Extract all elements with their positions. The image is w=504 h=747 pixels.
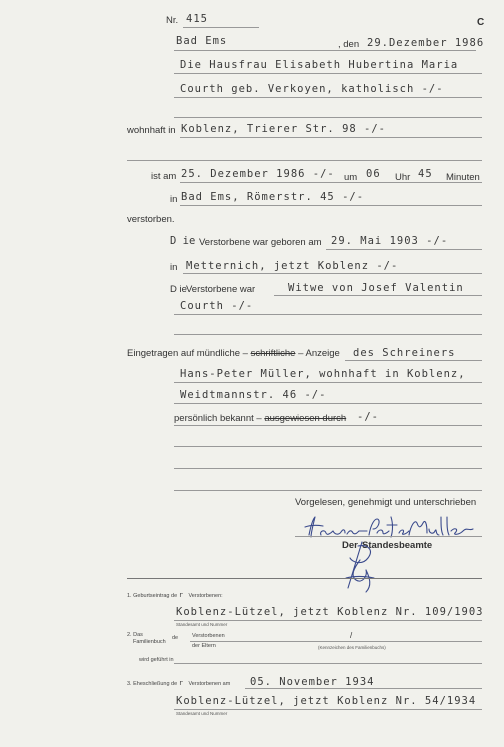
informant-label-suffix: – Anzeige [298,348,340,359]
residence-label: wohnhaft in [127,125,176,136]
informant-line-2: Hans-Peter Müller, wohnhaft in Koblenz, [180,368,466,380]
family-book-label-1: 2. Das [127,632,143,638]
birth-date-underline [326,249,482,250]
known-value: -/- [357,411,379,423]
blank-line-4 [174,446,482,447]
marriage-date: 05. November 1934 [250,676,375,688]
marital-status-line-2: Courth -/- [180,300,254,312]
death-place: Bad Ems, Römerstr. 45 -/- [181,191,365,203]
registration-place: Bad Ems [176,35,228,47]
registrar-underline [127,578,482,579]
marital-status-line-1: Witwe von Josef Valentin [288,282,464,294]
birth-in-label: in [170,262,178,273]
marriage-label [127,679,230,687]
known-label-text: persönlich bekannt – [174,413,262,424]
place-underline [174,50,476,51]
deceased-name-line-1: Die Hausfrau Elisabeth Hubertina Maria [180,59,459,71]
birth-entry-label [127,591,223,599]
marriage-date-underline [245,688,482,689]
birth-label: Verstorbene war geboren am [199,237,322,248]
marriage-suffix: Verstorbenen am [188,681,231,687]
corner-mark: C [477,17,485,28]
status-label: Verstorbene war [186,284,256,295]
nr-underline [183,27,259,28]
verstorben-label: verstorben. [127,214,175,225]
name-underline-1 [174,73,482,74]
status-underline [274,295,482,296]
birth-entry-underline [174,620,482,621]
family-book-de: de [172,635,179,641]
residence-underline [180,137,482,138]
birth-entry-sublabel: Standesamt und Nummer [176,622,228,627]
death-hour: 06 [366,168,381,180]
death-minute: 45 [418,168,433,180]
ist-am-label: ist am [151,171,177,182]
family-book-verstorbenen: Verstorbenen [192,633,225,639]
den-label: , den [338,39,360,50]
birth-entry-typed: r [178,591,183,599]
death-place-underline [180,205,482,206]
informant-signature [297,513,482,543]
registration-date: 29.Dezember 1986 [367,37,485,49]
informant-underline-3 [174,403,482,404]
known-underline [174,425,482,426]
informant-underline [345,360,482,361]
family-book-eltern: der Eltern [192,643,216,649]
marriage-typed: r [178,679,183,687]
birth-prefix: D ie [170,235,196,247]
status-prefix: D ie [170,284,187,295]
signature-underline [295,536,482,537]
informant-line-3: Weidtmannstr. 46 -/- [180,389,327,401]
informant-label [127,348,340,359]
record-number: 415 [186,13,208,25]
status-underline-2 [174,314,482,315]
blank-line-6 [174,490,482,491]
family-book-underline [190,641,482,642]
um-label: um [344,172,358,183]
family-book-underline-2 [174,663,482,664]
registrar-label-der: Der [342,540,358,551]
family-book-label-2: Familienbuch [133,639,166,645]
informant-label-struck: schriftliche [250,348,296,359]
birth-place: Metternich, jetzt Koblenz -/- [186,260,399,272]
informant-underline-2 [174,382,482,383]
family-book-slash: / [350,631,353,640]
name-underline-2 [174,97,482,98]
read-approved-label: Vorgelesen, genehmigt und unterschrieben [295,497,477,508]
informant-value: des Schreiners [353,347,456,359]
birth-date: 29. Mai 1903 -/- [331,235,449,247]
death-date: 25. Dezember 1986 -/- [181,168,335,180]
blank-line-2 [127,160,482,161]
blank-line-5 [174,468,482,469]
minuten-label: Minuten [446,172,480,183]
death-in-label: in [170,194,178,205]
marriage-underline [174,709,482,710]
marriage-value: Koblenz-Lützel, jetzt Koblenz Nr. 54/1934 [176,695,477,707]
marriage-sublabel: Standesamt und Nummer [176,711,228,716]
family-book-gefuehrt: wird geführt in [139,657,174,663]
marriage-label-text: 3. Eheschließung de [127,681,178,687]
blank-line-1 [174,117,482,118]
registrar-label-standesbeamte: Standesbeamte [362,540,433,551]
birth-entry-suffix: Verstorbenen: [188,593,223,599]
birth-entry-value: Koblenz-Lützel, jetzt Koblenz Nr. 109/1903 [176,606,484,618]
deceased-name-line-2: Courth geb. Verkoyen, katholisch -/- [180,83,444,95]
birth-place-underline [183,273,482,274]
informant-label-prefix: Eingetragen auf mündliche – [127,348,248,359]
birth-entry-label-text: 1. Geburtseintrag de [127,593,178,599]
known-label-struck: ausgewiesen durch [264,413,347,424]
death-date-underline [180,182,482,183]
family-book-kennzeichen: (Kennzeichen des Familienbuchs) [318,645,386,650]
registrar-signature [340,540,390,595]
uhr-label: Uhr [395,172,411,183]
blank-line-3 [174,334,482,335]
residence-value: Koblenz, Trierer Str. 98 -/- [181,123,387,135]
known-label [174,413,346,424]
nr-label: Nr. [166,15,179,26]
